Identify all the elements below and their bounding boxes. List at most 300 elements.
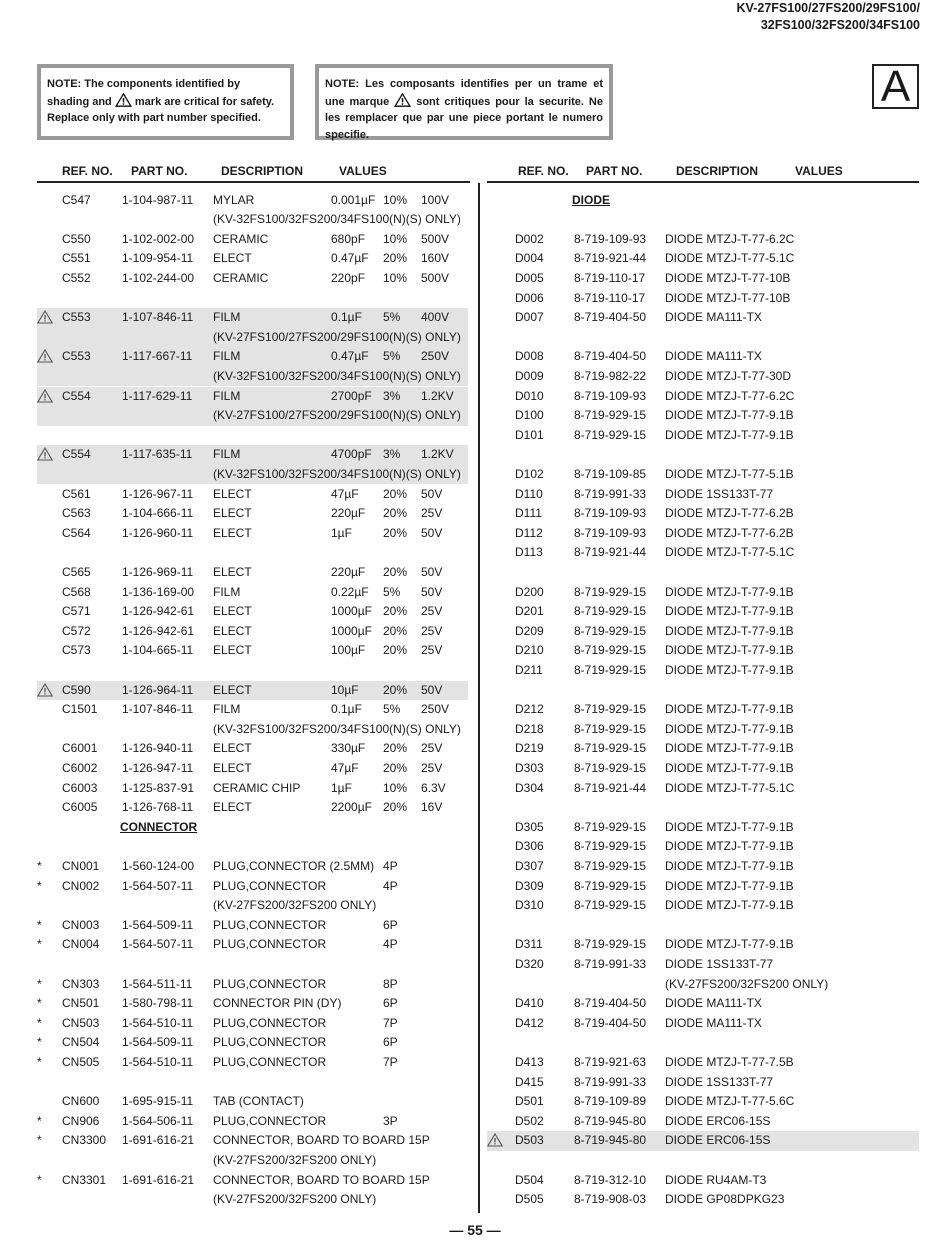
tolerance: 20% — [383, 486, 408, 501]
page-number: — 55 — — [449, 1222, 501, 1238]
rating: 500V — [421, 231, 450, 246]
new-part-marker: * — [37, 858, 42, 873]
tolerance: 10% — [383, 780, 408, 795]
ref-no: C551 — [62, 251, 91, 266]
new-part-marker: * — [37, 1054, 42, 1069]
note-fr-text-before: NOTE: Les composants identifies per un trame et une marque — [325, 78, 603, 108]
tolerance: 3P — [383, 1113, 398, 1128]
ref-no: D501 — [515, 1094, 544, 1109]
part-row — [487, 367, 919, 387]
part-row — [487, 504, 919, 524]
value: 2200µF — [331, 800, 372, 815]
model-header-line2: 32FS100/32FS200/34FS100 — [760, 18, 920, 32]
rating: 16V — [421, 800, 443, 815]
part-no: 8-719-110-17 — [574, 290, 646, 305]
ref-no: D209 — [515, 623, 544, 638]
part-no: 8-719-929-15 — [574, 878, 647, 893]
part-no: 8-719-109-93 — [574, 388, 647, 403]
tolerance: 7P — [383, 1015, 398, 1030]
part-no: 8-719-929-15 — [574, 819, 647, 834]
ref-no: D412 — [515, 1015, 544, 1030]
value: 10µF — [331, 682, 359, 697]
ref-no: C553 — [62, 349, 91, 364]
section-heading — [37, 818, 468, 838]
part-row — [487, 818, 919, 838]
part-no: 1-126-942-61 — [122, 604, 195, 619]
tolerance: 20% — [383, 760, 408, 775]
new-part-marker: * — [37, 1133, 42, 1148]
model-applicability-note: (KV-32FS100/32FS200/34FS100(N)(S) ONLY) — [213, 212, 461, 227]
part-row — [37, 445, 468, 465]
ref-no: CN3301 — [62, 1172, 107, 1187]
model-header-line1: KV-27FS100/27FS200/29FS100/ — [736, 1, 920, 15]
part-no: 1-691-616-21 — [122, 1172, 195, 1187]
part-row — [487, 661, 919, 681]
rating: 25V — [421, 741, 443, 756]
ref-no: CN001 — [62, 858, 100, 873]
part-no: 8-719-404-50 — [574, 1015, 647, 1030]
col-header-desc-right: DESCRIPTION — [676, 164, 759, 178]
ref-no: D505 — [515, 1192, 544, 1207]
description: ELECT — [213, 506, 252, 521]
ref-no: D200 — [515, 584, 544, 599]
part-no: 1-564-507-11 — [122, 937, 194, 952]
part-row — [487, 1171, 919, 1191]
model-note-row — [37, 328, 468, 348]
part-no: 1-126-964-11 — [122, 682, 194, 697]
description: DIODE MTZJ-T-77-9.1B — [665, 623, 794, 638]
description: DIODE MA111-TX — [665, 310, 762, 325]
description: ELECT — [213, 604, 252, 619]
note-fr-text-after: sont critiques pour la securite. Ne les remplacer que par une piece portant le numero specifie. — [325, 95, 603, 141]
description: PLUG,CONNECTOR — [213, 878, 327, 893]
ref-no: D413 — [515, 1054, 544, 1069]
part-row — [37, 1131, 468, 1151]
part-row — [487, 406, 919, 426]
description: DIODE MTZJ-T-77-9.1B — [665, 878, 794, 893]
value: 100µF — [331, 643, 366, 658]
part-row — [37, 308, 468, 328]
description: DIODE MTZJ-T-77-10B — [665, 290, 791, 305]
tolerance: 5% — [383, 310, 401, 325]
part-row — [487, 1190, 919, 1210]
part-row — [487, 1131, 919, 1151]
part-row — [487, 387, 919, 407]
value: 0.1µF — [331, 310, 362, 325]
rating: 50V — [421, 584, 443, 599]
part-row — [37, 485, 468, 505]
value: 0.001µF — [331, 192, 376, 207]
tolerance: 4P — [383, 937, 398, 952]
part-no: 8-719-921-44 — [574, 251, 647, 266]
part-no: 1-564-506-11 — [122, 1113, 194, 1128]
col-header-part-right: PART NO. — [586, 164, 643, 178]
part-row — [37, 1014, 468, 1034]
description: PLUG,CONNECTOR — [213, 1113, 327, 1128]
description: DIODE 1SS133T-77 — [665, 956, 774, 971]
description: DIODE MTZJ-T-77-9.1B — [665, 721, 794, 736]
model-note-row — [37, 896, 468, 916]
ref-no: CN002 — [62, 878, 100, 893]
part-row — [487, 857, 919, 877]
rating: 250V — [421, 702, 450, 717]
ref-no: D410 — [515, 996, 544, 1011]
part-row — [487, 720, 919, 740]
description: FILM — [213, 310, 241, 325]
part-row — [37, 994, 468, 1014]
part-no: 8-719-929-15 — [574, 702, 647, 717]
tolerance: 5% — [383, 702, 401, 717]
description: DIODE MTZJ-T-77-9.1B — [665, 584, 794, 599]
description: CONNECTOR, BOARD TO BOARD 15P — [213, 1172, 430, 1187]
col-header-desc-left: DESCRIPTION — [221, 164, 304, 178]
value: 1000µF — [331, 604, 372, 619]
part-row — [37, 759, 468, 779]
part-no: 8-719-908-03 — [574, 1192, 647, 1207]
description: DIODE MTZJ-T-77-9.1B — [665, 702, 794, 717]
part-no: 1-564-507-11 — [122, 878, 194, 893]
ref-no: D111 — [515, 506, 542, 521]
description: DIODE MTZJ-T-77-9.1B — [665, 858, 794, 873]
new-part-marker: * — [37, 1035, 42, 1050]
tolerance: 3% — [383, 447, 401, 462]
part-row — [37, 387, 468, 407]
part-no: 1-564-510-11 — [122, 1054, 194, 1069]
part-row — [487, 759, 919, 779]
model-note-row — [37, 465, 468, 485]
ref-no: D004 — [515, 251, 544, 266]
new-part-marker: * — [37, 917, 42, 932]
description: DIODE MA111-TX — [665, 996, 762, 1011]
part-no: 1-107-846-11 — [122, 702, 194, 717]
description: FILM — [213, 702, 241, 717]
description: PLUG,CONNECTOR — [213, 1054, 327, 1069]
part-row — [37, 191, 468, 211]
part-row — [487, 230, 919, 250]
description: DIODE 1SS133T-77 — [665, 486, 774, 501]
ref-no: CN503 — [62, 1015, 100, 1030]
tolerance: 20% — [383, 564, 408, 579]
ref-no: CN303 — [62, 976, 100, 991]
part-no: 1-102-244-00 — [122, 270, 195, 285]
description: DIODE MTZJ-T-77-6.2B — [665, 525, 794, 540]
rating: 25V — [421, 760, 443, 775]
ref-no: D211 — [515, 662, 543, 677]
part-no: 8-719-109-85 — [574, 466, 647, 481]
part-row — [37, 563, 468, 583]
rating: 25V — [421, 643, 443, 658]
part-no: 8-719-109-93 — [574, 525, 647, 540]
rating: 25V — [421, 623, 443, 638]
warning-triangle-icon — [394, 93, 411, 107]
part-no: 1-107-846-11 — [122, 310, 194, 325]
tolerance: 5% — [383, 349, 401, 364]
description: DIODE MTZJ-T-77-6.2C — [665, 231, 795, 246]
part-no: 8-719-929-15 — [574, 741, 647, 756]
part-no: 1-104-666-11 — [122, 506, 194, 521]
col-header-ref-left: REF. NO. — [62, 164, 113, 178]
tolerance: 10% — [383, 192, 408, 207]
tolerance: 6P — [383, 917, 398, 932]
part-row — [37, 583, 468, 603]
ref-no: CN004 — [62, 937, 100, 952]
description: TAB (CONTACT) — [213, 1094, 304, 1109]
part-row — [487, 1014, 919, 1034]
description: CERAMIC — [213, 231, 269, 246]
part-no: 1-125-837-91 — [122, 780, 195, 795]
ref-no: C554 — [62, 388, 91, 403]
part-no: 8-719-404-50 — [574, 996, 647, 1011]
part-row — [487, 935, 919, 955]
description: DIODE MTZJ-T-77-5.1C — [665, 251, 795, 266]
ref-no: D210 — [515, 643, 544, 658]
ref-no: D218 — [515, 721, 544, 736]
part-row — [37, 877, 468, 897]
tolerance: 20% — [383, 682, 408, 697]
part-row — [487, 955, 919, 975]
note-en-text-after: mark are critical for safety. Replace only with part number specified. — [47, 95, 275, 124]
part-row — [487, 524, 919, 544]
part-no: 1-117-635-11 — [122, 447, 193, 462]
tolerance: 5% — [383, 584, 401, 599]
value: 330µF — [331, 741, 366, 756]
part-row — [487, 1112, 919, 1132]
tolerance: 20% — [383, 643, 408, 658]
tolerance: 20% — [383, 506, 408, 521]
part-row — [37, 1171, 468, 1191]
ref-no: D113 — [515, 545, 543, 560]
part-row — [487, 602, 919, 622]
ref-no: C547 — [62, 192, 91, 207]
section-heading-label: DIODE — [572, 192, 611, 207]
ref-no: C552 — [62, 270, 91, 285]
part-no: 8-719-929-15 — [574, 662, 647, 677]
description: DIODE MTZJ-T-77-9.1B — [665, 898, 794, 913]
part-row — [37, 602, 468, 622]
part-no: 8-719-929-15 — [574, 604, 647, 619]
part-row — [487, 465, 919, 485]
part-row — [487, 877, 919, 897]
description: DIODE MA111-TX — [665, 1015, 762, 1030]
ref-no: D010 — [515, 388, 544, 403]
part-no: 1-136-169-00 — [122, 584, 195, 599]
part-row — [487, 308, 919, 328]
col-header-values-right: VALUES — [795, 164, 843, 178]
model-note-row — [37, 1190, 468, 1210]
part-no: 1-117-629-11 — [122, 388, 193, 403]
part-row — [37, 798, 468, 818]
description: DIODE MTZJ-T-77-9.1B — [665, 427, 794, 442]
section-letter-box: A — [872, 64, 919, 109]
value: 220pF — [331, 270, 366, 285]
rating: 50V — [421, 525, 443, 540]
part-no: 8-719-982-22 — [574, 368, 647, 383]
tolerance: 8P — [383, 976, 398, 991]
part-row — [37, 1033, 468, 1053]
model-applicability-note: (KV-27FS100/27FS200/29FS100(N)(S) ONLY) — [213, 329, 461, 344]
new-part-marker: * — [37, 996, 42, 1011]
ref-no: D304 — [515, 780, 544, 795]
part-row — [487, 583, 919, 603]
ref-no: D415 — [515, 1074, 544, 1089]
part-row — [37, 504, 468, 524]
ref-no: D305 — [515, 819, 544, 834]
part-no: 8-719-929-15 — [574, 427, 647, 442]
part-no: 8-719-921-44 — [574, 780, 647, 795]
part-no: 1-691-616-21 — [122, 1133, 195, 1148]
model-note-row — [37, 406, 468, 426]
description: DIODE ERC06-15S — [665, 1113, 771, 1128]
model-note-row — [37, 1151, 468, 1171]
description: DIODE MTZJ-T-77-5.1B — [665, 466, 794, 481]
value: 4700pF — [331, 447, 372, 462]
part-no: 8-719-991-33 — [574, 486, 647, 501]
ref-no: C1501 — [62, 702, 98, 717]
part-no: 8-719-945-80 — [574, 1133, 647, 1148]
value: 2700pF — [331, 388, 372, 403]
part-no: 8-719-929-15 — [574, 839, 647, 854]
description: FILM — [213, 584, 241, 599]
description: ELECT — [213, 564, 252, 579]
value: 1000µF — [331, 623, 372, 638]
description: ELECT — [213, 741, 252, 756]
description: CONNECTOR PIN (DY) — [213, 996, 342, 1011]
part-no: 1-564-510-11 — [122, 1015, 194, 1030]
part-row — [487, 426, 919, 446]
tolerance: 20% — [383, 741, 408, 756]
rating: 50V — [421, 486, 443, 501]
part-row — [487, 1053, 919, 1073]
ref-no: C6003 — [62, 780, 98, 795]
ref-no: D212 — [515, 702, 544, 717]
part-no: 1-560-124-00 — [122, 858, 195, 873]
model-applicability-note: (KV-32FS100/32FS200/34FS100(N)(S) ONLY) — [213, 466, 461, 481]
safety-note-english — [37, 64, 294, 140]
ref-no: C6001 — [62, 741, 98, 756]
part-row — [487, 543, 919, 563]
ref-no: C568 — [62, 584, 91, 599]
part-row — [37, 739, 468, 759]
description: DIODE 1SS133T-77 — [665, 1074, 774, 1089]
part-row — [37, 857, 468, 877]
part-no: 1-109-954-11 — [122, 251, 194, 266]
new-part-marker: * — [37, 1113, 42, 1128]
part-no: 1-126-942-61 — [122, 623, 195, 638]
part-row — [487, 269, 919, 289]
part-no: 1-564-511-11 — [122, 976, 193, 991]
part-no: 1-126-960-11 — [122, 525, 194, 540]
rating: 1.2KV — [421, 447, 454, 462]
part-row — [37, 700, 468, 720]
description: ELECT — [213, 760, 252, 775]
rating: 1.2KV — [421, 388, 454, 403]
part-row — [487, 249, 919, 269]
ref-no: D201 — [515, 604, 544, 619]
model-applicability-note: (KV-27FS200/32FS200 ONLY) — [213, 898, 377, 913]
description: DIODE MTZJ-T-77-9.1B — [665, 662, 794, 677]
ref-no: D102 — [515, 466, 544, 481]
part-row — [37, 975, 468, 995]
ref-no: D307 — [515, 858, 544, 873]
value: 0.22µF — [331, 584, 369, 599]
part-row — [487, 779, 919, 799]
section-heading — [487, 191, 919, 211]
part-row — [37, 1112, 468, 1132]
part-row — [37, 269, 468, 289]
safety-warning-icon — [487, 1133, 503, 1154]
model-applicability-note: (KV-27FS200/32FS200 ONLY) — [665, 976, 829, 991]
part-no: 8-719-109-93 — [574, 231, 647, 246]
description: MYLAR — [213, 192, 255, 207]
description: DIODE GP08DPKG23 — [665, 1192, 785, 1207]
ref-no: D009 — [515, 368, 544, 383]
part-no: 8-719-945-80 — [574, 1113, 647, 1128]
tolerance: 4P — [383, 858, 398, 873]
ref-no: CN003 — [62, 917, 100, 932]
description: DIODE MTZJ-T-77-5.1C — [665, 545, 795, 560]
model-note-row — [37, 367, 468, 387]
part-row — [37, 935, 468, 955]
part-no: 1-117-667-11 — [122, 349, 193, 364]
part-row — [487, 622, 919, 642]
value: 220µF — [331, 564, 366, 579]
description: ELECT — [213, 682, 252, 697]
part-no: 1-104-665-11 — [122, 643, 194, 658]
description: FILM — [213, 388, 241, 403]
part-no: 8-719-929-15 — [574, 858, 647, 873]
tolerance: 6P — [383, 996, 398, 1011]
part-no: 1-126-947-11 — [122, 760, 194, 775]
part-no: 1-126-940-11 — [122, 741, 194, 756]
part-no: 8-719-109-89 — [574, 1094, 647, 1109]
tolerance: 3% — [383, 388, 401, 403]
description: DIODE MTZJ-T-77-9.1B — [665, 819, 794, 834]
part-no: 8-719-312-10 — [574, 1172, 647, 1187]
part-row — [487, 896, 919, 916]
description: ELECT — [213, 800, 252, 815]
description: PLUG,CONNECTOR — [213, 976, 327, 991]
rating: 25V — [421, 604, 443, 619]
part-no: 8-719-921-63 — [574, 1054, 647, 1069]
description: FILM — [213, 447, 241, 462]
part-no: 8-719-929-15 — [574, 643, 647, 658]
ref-no: C590 — [62, 682, 91, 697]
part-row — [37, 347, 468, 367]
header-rule-left — [37, 181, 470, 183]
ref-no: D504 — [515, 1172, 544, 1187]
new-part-marker: * — [37, 937, 42, 952]
part-no: 8-719-404-50 — [574, 349, 647, 364]
model-applicability-note: (KV-32FS100/32FS200/34FS100(N)(S) ONLY) — [213, 721, 461, 736]
col-header-ref-right: REF. NO. — [518, 164, 569, 178]
part-no: 8-719-929-15 — [574, 898, 647, 913]
description: DIODE ERC06-15S — [665, 1133, 771, 1148]
value: 0.1µF — [331, 702, 362, 717]
tolerance: 10% — [383, 231, 408, 246]
ref-no: D306 — [515, 839, 544, 854]
part-no: 8-719-929-15 — [574, 584, 647, 599]
description: PLUG,CONNECTOR — [213, 1015, 327, 1030]
description: DIODE MTZJ-T-77-5.1C — [665, 780, 795, 795]
part-no: 8-719-991-33 — [574, 1074, 647, 1089]
description: PLUG,CONNECTOR (2.5MM) — [213, 858, 375, 873]
ref-no: D110 — [515, 486, 543, 501]
model-applicability-note: (KV-32FS100/32FS200/34FS100(N)(S) ONLY) — [213, 368, 461, 383]
new-part-marker: * — [37, 878, 42, 893]
rating: 6.3V — [421, 780, 446, 795]
value: 47µF — [331, 486, 359, 501]
part-no: 8-719-109-93 — [574, 506, 647, 521]
